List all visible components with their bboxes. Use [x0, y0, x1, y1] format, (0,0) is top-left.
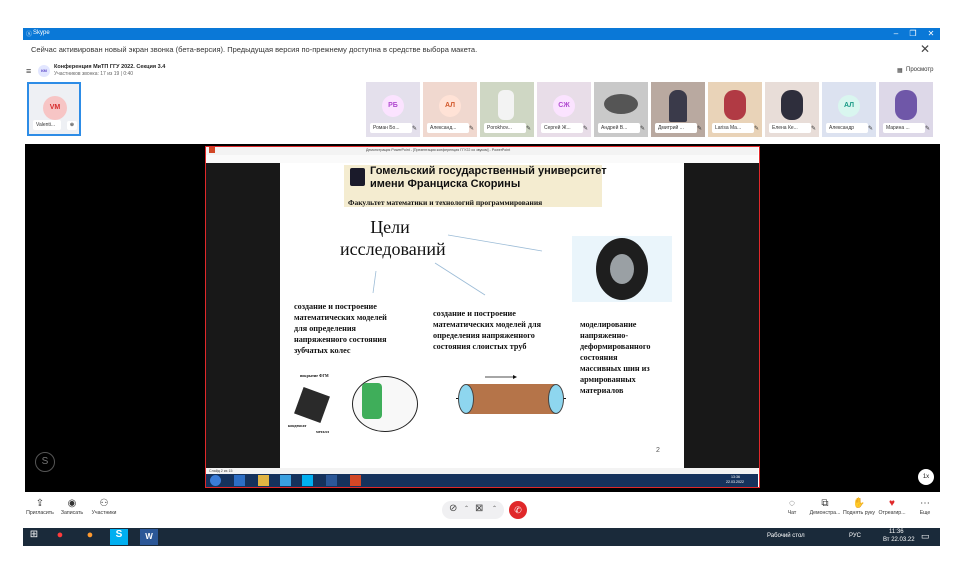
window-titlebar	[23, 28, 940, 40]
invite-button[interactable]	[25, 498, 55, 516]
participant-photo	[781, 90, 803, 120]
arrow-to-tire	[448, 235, 542, 251]
participant-photo	[498, 90, 514, 120]
more-icon: ⋯	[920, 498, 930, 509]
remote-ppt-icon	[350, 475, 361, 486]
fig-label-condensate: конденсат	[288, 423, 307, 428]
goal-tires-line: армированных	[580, 375, 636, 384]
remote-start-icon	[210, 475, 221, 486]
participant-tile[interactable]	[822, 82, 876, 137]
mic-off-icon: ✎	[924, 126, 930, 132]
participants-label: Участники	[91, 510, 117, 516]
notifications-icon[interactable]: ▭	[921, 531, 930, 541]
participant-avatar: АЛ	[439, 95, 461, 117]
maximize-button[interactable]: ❐	[909, 29, 917, 38]
notice-text: Сейчас активирован новый экран звонка (бета-версия). Предыдущая версия по-прежнему доступна в средстве выбора макета.	[31, 45, 478, 54]
remote-clock-date: 22.03.2022	[726, 480, 744, 484]
more-label: Еще	[919, 510, 931, 516]
goal-gears-line: для определения	[294, 324, 356, 333]
slide-status: Слайд 2 из 15	[209, 469, 233, 473]
univ-line1: Гомельский государственный университет	[370, 165, 607, 177]
participant-photo	[895, 90, 917, 120]
share-icon: ⇪	[35, 498, 45, 509]
mic-off-icon: ✎	[753, 126, 759, 132]
notice-close-button[interactable]: ✕	[919, 42, 930, 56]
desktop-label[interactable]: Рабочий стол	[767, 533, 805, 539]
taskbar-time[interactable]: 11:36	[889, 529, 904, 535]
participants-strip	[23, 82, 940, 140]
participants-button[interactable]	[89, 498, 119, 516]
tire-rim-icon	[610, 254, 634, 284]
participant-avatar: РБ	[382, 95, 404, 117]
participant-tile[interactable]	[765, 82, 819, 137]
participant-name: Porokhov...	[484, 123, 526, 133]
heart-icon: ♥	[889, 498, 895, 509]
goal-gears-line: математических моделей	[294, 313, 387, 322]
mic-off-icon: ✎	[696, 126, 702, 132]
goal-pipes-line: математических моделей для	[433, 320, 542, 329]
participant-name: Александр	[826, 123, 868, 133]
taskbar-date[interactable]: Вт 22.03.22	[883, 537, 915, 543]
gear-stress-icon	[362, 383, 382, 419]
gear-icon	[294, 387, 330, 423]
mic-off-icon: ✎	[468, 126, 474, 132]
conference-avatar: КМ	[38, 65, 50, 77]
mic-options-chevron-icon[interactable]: ⌃	[464, 506, 470, 512]
slide	[280, 163, 684, 468]
participant-name: Марина ...	[883, 123, 925, 133]
participant-photo	[669, 90, 687, 122]
participant-tile[interactable]	[537, 82, 591, 137]
hand-icon: ✋	[852, 498, 866, 509]
share-screen-icon: ⧉	[821, 498, 829, 509]
remote-ie-icon	[234, 475, 245, 486]
remote-taskbar	[206, 474, 758, 487]
participant-name: Андрей В...	[598, 123, 640, 133]
participant-avatar: АЛ	[838, 95, 860, 117]
media-controls	[442, 501, 504, 519]
view-button[interactable]: Просмотр	[906, 67, 934, 73]
view-icon[interactable]: ▦	[897, 68, 903, 74]
goal-gears-line: напряженного состояния	[294, 335, 387, 344]
participant-name: Larisa Ma...	[712, 123, 754, 133]
pipe-body	[464, 384, 558, 414]
invite-label: Пригласить	[26, 510, 54, 516]
faculty-name: Факультет математики и технологий программирования	[348, 198, 543, 207]
word-icon[interactable]: W	[140, 529, 158, 545]
remote-skype-icon	[302, 475, 313, 486]
goal-gears-line: создание и построение	[294, 302, 377, 311]
record-label: Записать	[60, 510, 84, 516]
more-button[interactable]	[913, 498, 937, 516]
participant-name: Сергей Ж...	[541, 123, 583, 133]
goal-tires-line: массивных шин из	[580, 364, 650, 373]
goal-pipes-text	[433, 308, 573, 352]
flow-arrow-head	[513, 375, 517, 379]
self-name: Valenti...	[33, 120, 61, 130]
window-title: Skype	[33, 30, 50, 36]
react-label: Отреагир...	[878, 510, 906, 516]
goal-tires-line: моделирование	[580, 320, 637, 329]
windows-taskbar	[23, 528, 940, 546]
participant-tile[interactable]	[708, 82, 762, 137]
record-icon: ◉	[67, 498, 77, 509]
goal-tires-line: деформированного	[580, 342, 651, 351]
opera-icon[interactable]: ●	[56, 529, 64, 541]
goal-tires-line: напряженно-	[580, 331, 629, 340]
pipe-end-left	[458, 384, 474, 414]
goal-pipes-line: определения напряженного	[433, 331, 535, 340]
react-button[interactable]	[875, 498, 909, 516]
camera-off-button[interactable]: ⊠	[475, 503, 484, 514]
goal-gears-text	[294, 301, 424, 356]
notice-banner	[23, 40, 940, 60]
close-window-button[interactable]: ✕	[927, 29, 935, 38]
self-tile[interactable]	[27, 82, 81, 136]
heading-line1: Цели	[370, 217, 410, 237]
skype-taskbar-icon[interactable]: S	[110, 529, 128, 545]
start-button[interactable]: ⊞	[29, 529, 39, 540]
firefox-icon[interactable]: ●	[86, 529, 94, 541]
mic-off-icon: ✎	[411, 126, 417, 132]
goal-pipes-line: создание и построение	[433, 309, 516, 318]
call-header	[23, 60, 940, 82]
participant-avatar: СЖ	[553, 95, 575, 117]
mic-off-icon: ✎	[639, 126, 645, 132]
participant-name: Александ...	[427, 123, 469, 133]
mic-off-icon: ✎	[810, 126, 816, 132]
goal-gears-line: зубчатых колес	[294, 346, 351, 355]
call-controls	[23, 492, 940, 528]
goal-tires-line: состояния	[580, 353, 618, 362]
remote-folder-icon	[258, 475, 269, 486]
conference-title[interactable]: Конференция МиТП ГГУ 2022. Секция 3.4	[54, 64, 166, 70]
participant-photo	[604, 94, 638, 114]
chat-label: Чат	[787, 510, 797, 516]
pipe-figure	[456, 384, 566, 414]
menu-icon[interactable]: ≡	[26, 66, 32, 76]
participant-tile[interactable]	[366, 82, 420, 137]
camera-options-chevron-icon[interactable]: ⌃	[492, 506, 498, 512]
participant-tile[interactable]	[651, 82, 705, 137]
skype-watermark-icon: S	[35, 452, 55, 472]
univ-line2: имени Франциска Скорины	[370, 178, 521, 190]
slide-page-number: 2	[656, 447, 660, 454]
self-avatar: VM	[43, 96, 67, 120]
language-indicator[interactable]: РУС	[849, 533, 862, 539]
conference-subtitle: Участников звонка: 17 из 19 | 0:40	[54, 71, 134, 77]
ppt-icon	[209, 147, 215, 153]
speed-badge[interactable]: 1x	[918, 469, 934, 485]
participant-name: Роман Бо...	[370, 123, 412, 133]
pipe-end-right	[548, 384, 564, 414]
self-tile-icon: ⊕	[67, 121, 77, 130]
participant-name: Елена Ке...	[769, 123, 811, 133]
end-call-button[interactable]: ✆	[509, 501, 527, 519]
participant-photo	[724, 90, 746, 120]
mic-off-icon: ✎	[525, 126, 531, 132]
raise-hand-button[interactable]	[841, 498, 877, 516]
chat-icon: ◌	[789, 498, 795, 509]
raise-hand-label: Поднять руку	[842, 510, 876, 516]
share-screen-label: Демонстра...	[809, 510, 841, 516]
remote-media-icon	[280, 475, 291, 486]
gears-figure	[288, 371, 424, 441]
goal-tires-line: материалов	[580, 386, 624, 395]
remote-word-icon	[326, 475, 337, 486]
tire-image	[572, 236, 672, 302]
record-button[interactable]	[57, 498, 87, 516]
fig-label-metal: металл	[316, 429, 330, 434]
arrow-to-pipe	[435, 263, 485, 295]
remote-clock-time: 13:36	[731, 475, 740, 479]
participant-name: Дмитрий ...	[655, 123, 697, 133]
ppt-titlebar	[206, 147, 758, 155]
goal-tires-text	[580, 319, 680, 396]
heading-line2: исследований	[340, 239, 446, 259]
mic-off-icon: ✎	[582, 126, 588, 132]
goal-pipes-line: состояния слоистых труб	[433, 342, 527, 351]
participant-tile[interactable]	[879, 82, 933, 137]
mic-off-icon: ✎	[867, 126, 873, 132]
mic-muted-button[interactable]: ⊘	[449, 503, 458, 514]
ppt-title: Демонстрация PowerPoint - [Презентация конференция ГГУ22 со звуком] - PowerPoint	[366, 148, 511, 152]
participants-icon: ⚇	[99, 498, 109, 509]
arrow-to-gears	[373, 271, 376, 293]
share-screen-button[interactable]	[807, 498, 843, 516]
participant-tile[interactable]	[423, 82, 477, 137]
chat-button[interactable]	[779, 498, 805, 516]
participant-tile[interactable]	[594, 82, 648, 137]
participant-tile[interactable]	[480, 82, 534, 137]
minimize-button[interactable]: –	[893, 29, 899, 38]
fig-label-coating: покрытие ФГМ	[300, 373, 329, 378]
skype-logo-icon: Ⓢ	[26, 32, 33, 38]
